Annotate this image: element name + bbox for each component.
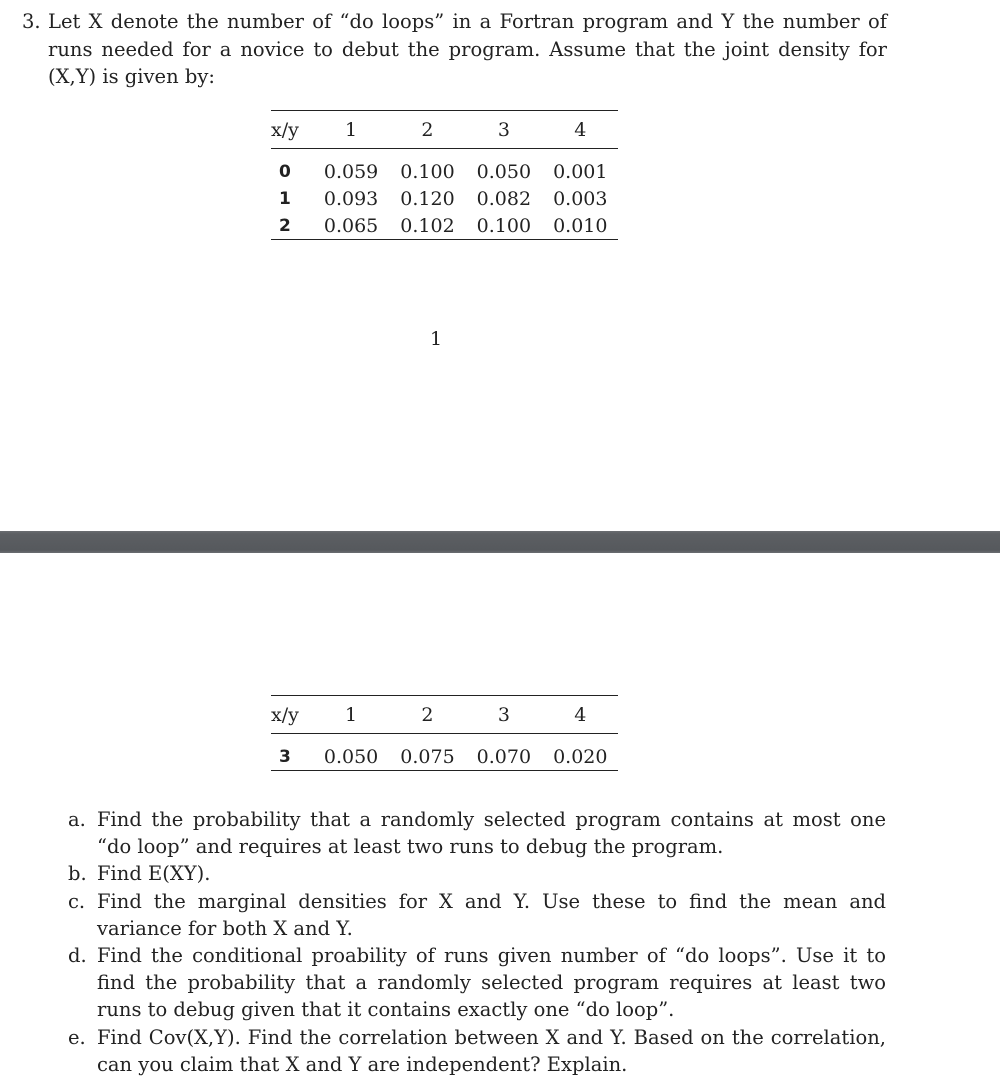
page-1	[0, 0, 1000, 531]
column-header: 1	[345, 703, 358, 726]
table-cell: 0.102	[400, 214, 455, 237]
question-text: Find the conditional proability of runs given number of “do loops”. Use it to find the probability that a randomly selected program requires at least two runs to debug given that it contains exactly one “do loop”.	[97, 944, 886, 1022]
table-cell: 0.065	[323, 214, 379, 237]
question-text: Find E(XY).	[97, 862, 211, 886]
row-header: 1	[279, 188, 291, 209]
table-row	[271, 212, 618, 240]
question-text: Find the marginal densities for X and Y. Use these to find the mean and variance for both X and Y.	[97, 889, 886, 940]
table-cell: 0.001	[553, 160, 608, 183]
question-item	[68, 860, 886, 887]
table-cell: 0.059	[323, 160, 379, 183]
problem-text: Let X denote the number of “do loops” in a Fortran program and Y the number of runs needed for a novice to debut the program. Assume that the joint density for (X,Y) is given by:	[48, 10, 887, 88]
question-item	[68, 1024, 886, 1078]
table-cell: 0.020	[553, 745, 608, 768]
question-text: Find Cov(X,Y). Find the correlation between X and Y. Based on the correlation, can you claim that X and Y are independent? Explain.	[97, 1025, 886, 1076]
table-cell: 0.100	[476, 214, 532, 237]
question-label: b.	[68, 862, 87, 886]
table-cell: 0.082	[476, 187, 532, 210]
column-header: 2	[421, 703, 434, 726]
table-cell: 0.050	[476, 160, 532, 183]
joint-density-table-1	[271, 110, 618, 240]
table-header-row	[271, 696, 618, 734]
column-header: 1	[345, 118, 358, 141]
page-number: 1	[430, 328, 443, 350]
column-header: 3	[497, 703, 510, 726]
question-label: e.	[68, 1025, 86, 1049]
question-label: d.	[68, 944, 87, 968]
row-header: 2	[279, 215, 291, 236]
column-header: 4	[574, 703, 587, 726]
table-cell: 0.120	[400, 187, 455, 210]
table-cell: 0.003	[553, 187, 608, 210]
question-label: c.	[68, 889, 86, 913]
question-list	[68, 806, 886, 1078]
table-row	[271, 149, 618, 186]
row-header: 0	[279, 161, 291, 182]
table-cell: 0.100	[400, 160, 455, 183]
page-2	[0, 553, 1000, 1081]
column-header: 3	[497, 118, 510, 141]
table-corner-label: x/y	[271, 703, 299, 726]
table-cell: 0.010	[553, 214, 608, 237]
table-cell: 0.050	[323, 745, 379, 768]
table-cell: 0.093	[323, 187, 379, 210]
question-item	[68, 888, 886, 942]
question-item	[68, 806, 886, 860]
table-header-row	[271, 111, 618, 149]
question-text: Find the probability that a randomly selected program contains at most one “do loop” and requires at least two runs to debug the program.	[97, 808, 886, 859]
table-row	[271, 185, 618, 212]
column-header: 4	[574, 118, 587, 141]
table-corner-label: x/y	[271, 118, 299, 141]
table-row	[271, 734, 618, 771]
table-cell: 0.070	[476, 745, 532, 768]
page-separator	[0, 531, 1000, 553]
question-item	[68, 942, 886, 1024]
column-header: 2	[421, 118, 434, 141]
problem-number: 3.	[22, 10, 41, 33]
table-cell: 0.075	[400, 745, 455, 768]
problem-statement	[22, 8, 887, 91]
row-header: 3	[279, 746, 291, 767]
question-label: a.	[68, 808, 86, 831]
joint-density-table-2	[271, 695, 618, 771]
